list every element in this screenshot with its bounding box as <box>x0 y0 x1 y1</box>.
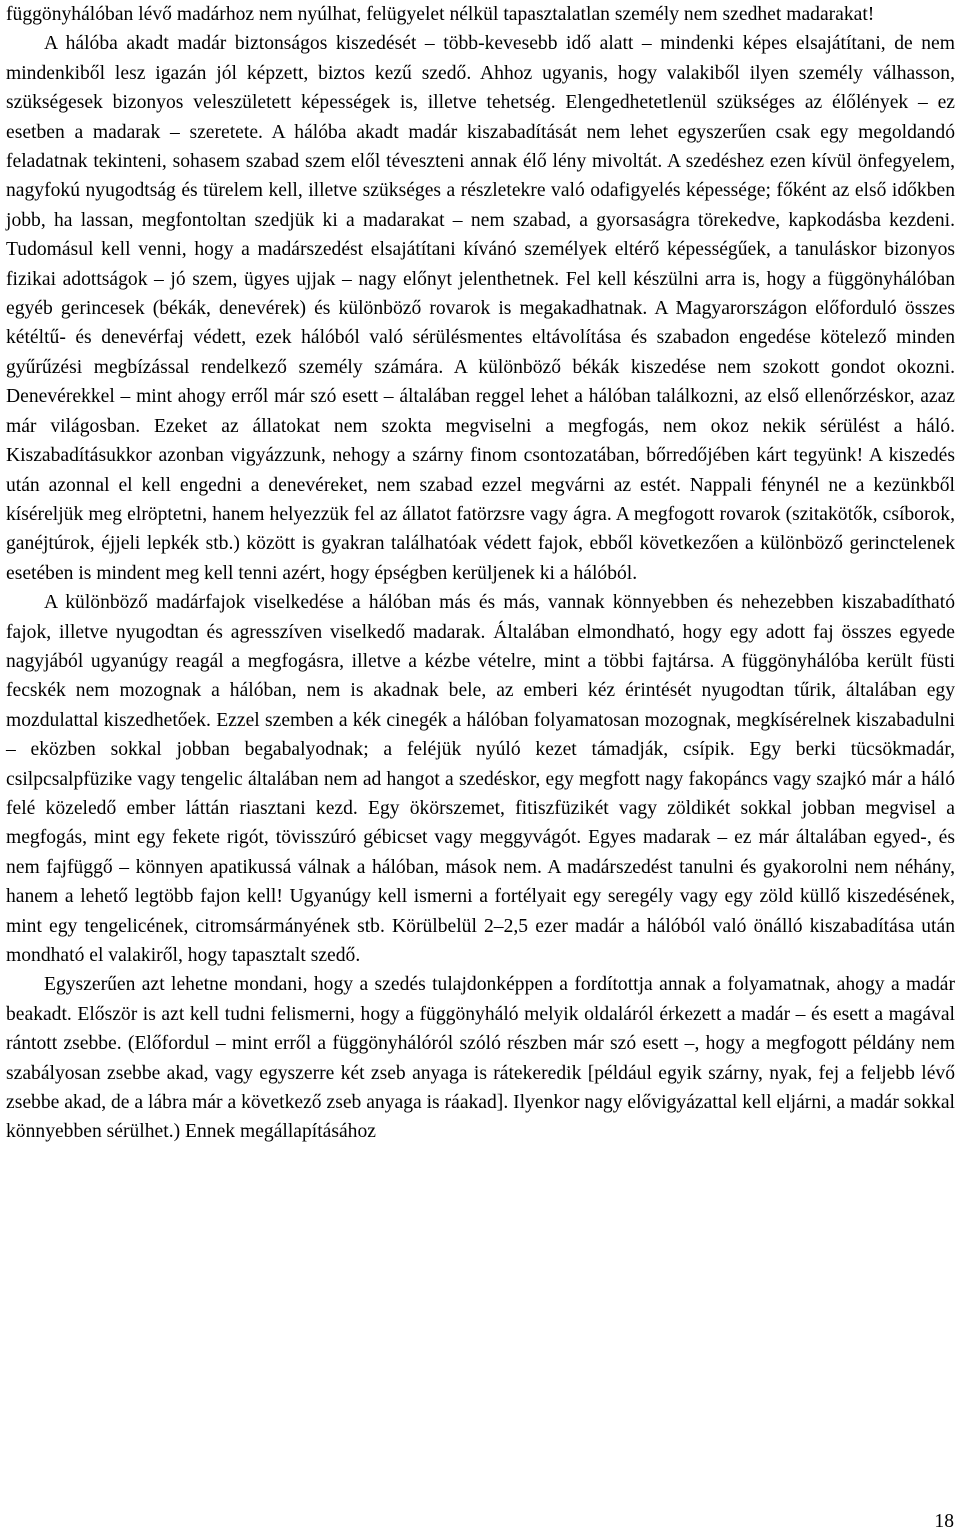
paragraph-species-behaviour: A különböző madárfajok viselkedése a hálóban más és más, vannak könnyebben és nehezebben kiszabadítható fajok, illetve nyugodtan és agresszíven viselkedő madarak. Általában elmondható, hogy egy adott faj összes egyede nagyjából ugyanúgy reagál a megfogásra, illetve a kézbe vételre, mint a többi fajtársa. A függönyhálóba került füsti fecskék nem mozognak a hálóban, nem is akadnak bele, az emberi kéz érintését nyugodtan tűrik, általában egy mozdulattal kiszedhetőek. Ezzel szemben a kék cinegék a hálóban folyamatosan mozognak, megkísérelnek kiszabadulni ‒ eközben sokkal jobban begabalyodnak; a feléjük nyúló kezet támadják, csípik. Egy berki tücsökmadár, csilpcsalpfüzike vagy tengelic általában nem ad hangot a szedéskor, egy megfott nagy fakopáncs vagy szajkó már a háló felé közeledő ember láttán riasztani kezd. Egy ökörszemet, fitiszfüzikét vagy zöldikét sokkal jobban megvisel a megfogás, mint egy fekete rigót, tövisszúró gébicset vagy meggyvágót. Egyes madarak ‒ ez már általában egyed-, és nem fajfüggő ‒ könnyen apatikussá válnak a hálóban, mások nem. A madárszedést tanulni és gyakorolni nem néhány, hanem a lehető legtöbb fajon kell! Ugyanúgy kell ismerni a fortélyait egy seregély vagy egy zöld küllő kiszedésének, mint egy tengelicének, citromsármányének stb. Körülbelül 2‒2,5 ezer madár a hálóból való önálló kiszabadítása után mondható el valakiről, hogy tapasztalt szedő. <box>6 592 955 966</box>
paragraph-continued: függönyhálóban lévő madárhoz nem nyúlhat, felügyelet nélkül tapasztalatlan személy nem szedhet madarakat! <box>6 4 875 25</box>
paragraph-catching-skills: A hálóba akadt madár biztonságos kiszedését ‒ több-kevesebb idő alatt ‒ mindenki képes elsajátítani, de nem mindenkiből lesz igazán jól képzett, biztos kezű szedő. Ahhoz ugyanis, hogy valakiből ilyen személy válhasson, szükségesek bizonyos veleszületett képességek is, illetve tehetség. Elengedhetetlenül szükséges az élőlények ‒ ez esetben a madarak ‒ szeretete. A hálóba akadt madár kiszabadítását nem lehet egyszerűen csak egy megoldandó feladatnak tekinteni, sohasem szabad szem elől téveszteni annak élő lény mivoltát. A szedéshez ezen kívül önfegyelem, nagyfokú nyugodtság és türelem kell, illetve szükséges a részletekre való odafigyelés képessége; főként az első időkben jobb, ha lassan, megfontoltan szedjük ki a madarakat ‒ nem szabad, a gyorsaságra törekedve, kapkodásba kezdeni. Tudomásul kell venni, hogy a madárszedést elsajátítani kívánó személyek eltérő képességűek, a tanuláskor bizonyos fizikai adottságok ‒ jó szem, ügyes ujjak ‒ nagy előnyt jelenthetnek. Fel kell készülni arra is, hogy a függönyhálóban egyéb gerincesek (békák, denevérek) és különböző rovarok is megakadhatnak. A Magyarországon előforduló összes kétéltű- és denevérfaj védett, ezek hálóból való sérülésmentes eltávolítása és szabadon engedése kötelező minden gyűrűzési megbízással rendelkező személy számára. A különböző békák kiszedése nem szokott gondot okozni. Denevérekkel ‒ mint ahogy erről már szó esett ‒ általában reggel lehet a hálóban találkozni, az első ellenőrzéskor, azaz már világosban. Ezeket az állatokat nem szokta megviselni a megfogás, nem okoz nekik sérülést a háló. Kiszabadításukkor azonban vigyázzunk, nehogy a szárny finom csontozatában, bőrredőjében kárt tegyünk! A kiszedés után azonnal el kell engedni a denevéreket, nem szabad ezzel megvárni az estét. Nappali fénynél ne a kezünkből kíséreljük meg elröptetni, hanem helyezzük fel az állatot fatörzsre vagy ágra. A megfogott rovarok (szitakötők, csíborok, ganéjtúrok, éjjeli lepkék stb.) között is gyakran találhatóak védett fajok, ebből következően a különböző gerinctelenek esetében is mindent meg kell tenni azért, hogy épségben kerüljenek ki a hálóból. <box>6 33 955 584</box>
paragraph-removal-process: Egyszerűen azt lehetne mondani, hogy a szedés tulajdonképpen a fordítottja annak a folyamatnak, ahogy a madár beakadt. Először is azt kell tudni felismerni, hogy a függönyháló melyik oldaláról érkezett a madár ‒ és esett a magával rántott zsebbe. (Előfordul ‒ mint erről a függönyhálóról szóló részben már szó esett ‒, hogy a megfogott példány nem szabályosan zsebbe akad, vagy egyszerre két zseb anyaga is rátekeredik [például egyik szárny, nyak, fej a feljebb lévő zsebbe akad, de a lábra már a következő zseb anyaga is ráakad]. Ilyenkor nagy elővigyázattal kell eljárni, a madár sokkal könnyebben sérülhet.) Ennek megállapításához <box>6 974 955 1143</box>
document-body <box>6 0 955 1147</box>
page-number: 18 <box>934 1511 954 1532</box>
